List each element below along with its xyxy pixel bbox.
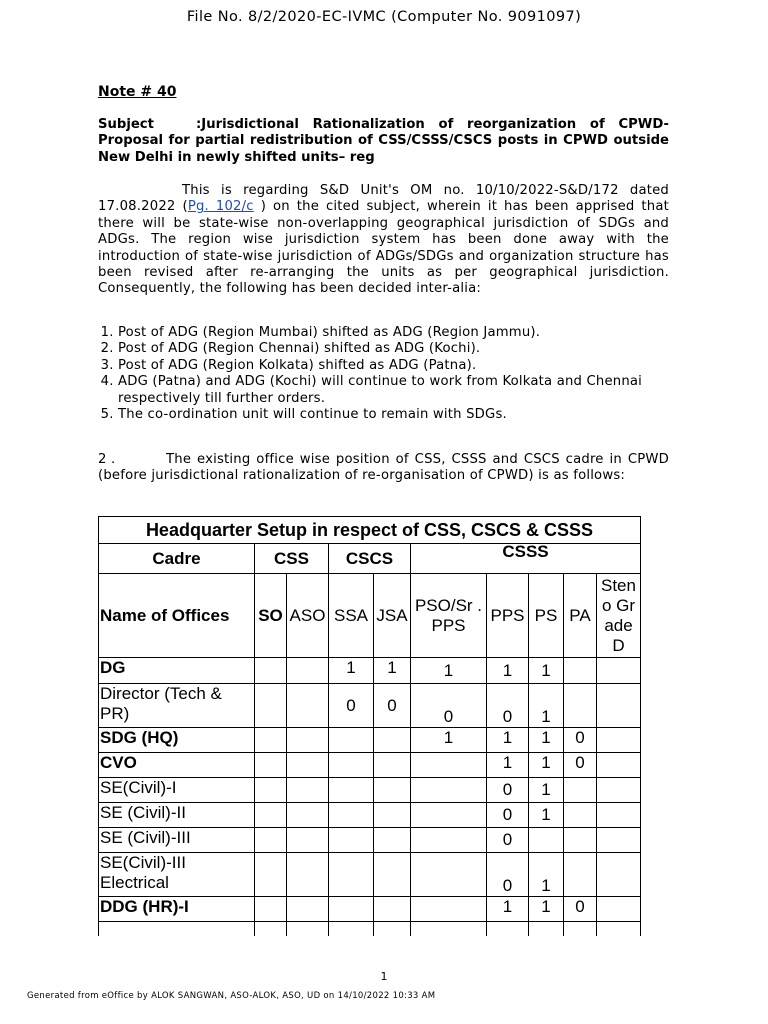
- pa-cell: 0: [564, 897, 597, 922]
- subject-label: Subject: [98, 117, 154, 132]
- group-csss: CSSS: [411, 544, 641, 574]
- para1-text-after-link: ) on the cited subject, wherein it has been apprised that there will be state-wise non-overlapping geographical jurisdiction of SDGs and ADGs. The region wise jurisdiction system has been done away with the introduction of state-wise jurisdiction of ADGs/SDGs and organization structure has been revised after re-arranging the units as per geographical jurisdiction. Consequently, the following has been decided inter-alia:: [98, 199, 670, 297]
- eoffice-footer: Generated from eOffice by ALOK SANGWAN, ASO-ALOK, ASO, UD on 14/10/2022 10:33 AM: [27, 991, 436, 1001]
- pa-cell: 0: [564, 753, 597, 778]
- group-css: CSS: [255, 544, 329, 574]
- jsa-cell: [374, 853, 411, 897]
- so-cell: [255, 828, 287, 853]
- table-row: [99, 897, 641, 922]
- pps-cell: 1: [487, 897, 529, 922]
- pa-cell: [564, 658, 597, 684]
- aso-cell: [287, 778, 329, 803]
- ssa-cell: 0: [329, 684, 374, 728]
- steno-cell: [597, 778, 641, 803]
- empty-cell: [487, 922, 529, 936]
- empty-cell: [411, 922, 487, 936]
- steno-cell: [597, 658, 641, 684]
- para1-text-before-link: This is regarding S&D Unit's OM no. 10/10/2022-S&D/172 dated 17.08.2022 (: [98, 183, 669, 215]
- office-name: SE (Civil)-II: [99, 803, 255, 828]
- steno-cell: [597, 828, 641, 853]
- table-row: [99, 853, 641, 897]
- steno-cell: [597, 753, 641, 778]
- ps-cell: 1: [529, 778, 564, 803]
- subject-separator: :: [196, 117, 202, 132]
- aso-cell: [287, 897, 329, 922]
- office-name: SE(Civil)-III Electrical: [99, 853, 255, 897]
- ps-cell: 1: [529, 684, 564, 728]
- pso-cell: [411, 778, 487, 803]
- steno-cell: [597, 684, 641, 728]
- ssa-cell: [329, 803, 374, 828]
- aso-cell: [287, 753, 329, 778]
- empty-cell: [597, 922, 641, 936]
- pso-cell: 1: [411, 728, 487, 753]
- steno-cell: [597, 897, 641, 922]
- list-item: 3. Post of ADG (Region Kolkata) shifted as ADG (Patna).: [118, 358, 689, 374]
- note-title: Note # 40: [98, 84, 177, 100]
- jsa-cell: [374, 828, 411, 853]
- pa-cell: [564, 803, 597, 828]
- empty-cell: [329, 922, 374, 936]
- jsa-cell: 1: [374, 658, 411, 684]
- pa-cell: [564, 778, 597, 803]
- pps-cell: 0: [487, 684, 529, 728]
- pso-cell: [411, 753, 487, 778]
- empty-cell: [374, 922, 411, 936]
- ssa-cell: [329, 828, 374, 853]
- pps-cell: 0: [487, 828, 529, 853]
- pps-cell: 0: [487, 853, 529, 897]
- ssa-cell: [329, 728, 374, 753]
- paragraph-2: [98, 452, 669, 485]
- col-pa: PA: [564, 574, 597, 658]
- group-cscs: CSCS: [329, 544, 411, 574]
- ssa-cell: [329, 853, 374, 897]
- table-row: [99, 922, 641, 936]
- steno-cell: [597, 853, 641, 897]
- col-jsa: JSA: [374, 574, 411, 658]
- ssa-cell: [329, 897, 374, 922]
- empty-cell: [287, 922, 329, 936]
- office-name: Director (Tech & PR): [99, 684, 255, 728]
- headquarter-setup-table: [98, 516, 641, 936]
- so-cell: [255, 778, 287, 803]
- jsa-cell: [374, 753, 411, 778]
- table-row: [99, 778, 641, 803]
- file-number-header: File No. 8/2/2020-EC-IVMC (Computer No. 9091097): [186, 9, 582, 25]
- list-item: 2. Post of ADG (Region Chennai) shifted as ADG (Kochi).: [118, 341, 689, 357]
- paragraph-1: [98, 183, 669, 298]
- ps-cell: 1: [529, 853, 564, 897]
- para2-number: 2 .: [98, 452, 116, 467]
- pa-cell: [564, 828, 597, 853]
- pps-cell: 1: [487, 728, 529, 753]
- pso-cell: [411, 897, 487, 922]
- ps-cell: 1: [529, 728, 564, 753]
- col-aso: ASO: [287, 574, 329, 658]
- office-name: CVO: [99, 753, 255, 778]
- pso-cell: [411, 828, 487, 853]
- aso-cell: [287, 684, 329, 728]
- ps-cell: 1: [529, 753, 564, 778]
- aso-cell: [287, 853, 329, 897]
- ps-cell: 1: [529, 803, 564, 828]
- empty-cell: [564, 922, 597, 936]
- pso-cell: [411, 853, 487, 897]
- para2-text: The existing office wise position of CSS, CSSS and CSCS cadre in CPWD (before jurisdictional rationalization of re-organisation of CPWD) is as follows:: [98, 452, 669, 484]
- pps-cell: 0: [487, 803, 529, 828]
- pa-cell: [564, 684, 597, 728]
- list-item: 1. Post of ADG (Region Mumbai) shifted as ADG (Region Jammu).: [118, 325, 689, 341]
- aso-cell: [287, 828, 329, 853]
- subject-block: [98, 117, 669, 166]
- ps-cell: 1: [529, 658, 564, 684]
- pa-cell: [564, 853, 597, 897]
- so-cell: [255, 803, 287, 828]
- pps-cell: 1: [487, 658, 529, 684]
- so-cell: [255, 753, 287, 778]
- table-row: [99, 753, 641, 778]
- so-cell: [255, 853, 287, 897]
- table-title: Headquarter Setup in respect of CSS, CSCS & CSSS: [99, 517, 641, 544]
- col-so: SO: [255, 574, 287, 658]
- cadre-label: Cadre: [99, 544, 255, 574]
- col-pso-sr-pps: PSO/Sr . PPS: [411, 574, 487, 658]
- list-item: 5. The co-ordination unit will continue to remain with SDGs.: [118, 407, 689, 423]
- aso-cell: [287, 658, 329, 684]
- table-row: [99, 803, 641, 828]
- col-ssa: SSA: [329, 574, 374, 658]
- steno-cell: [597, 803, 641, 828]
- so-cell: [255, 658, 287, 684]
- empty-cell: [255, 922, 287, 936]
- aso-cell: [287, 803, 329, 828]
- col-pps: PPS: [487, 574, 529, 658]
- page-number: 1: [380, 970, 388, 983]
- office-name: DG: [99, 658, 255, 684]
- col-steno-grade-d: Steno Grade D: [597, 574, 641, 658]
- jsa-cell: [374, 728, 411, 753]
- pps-cell: 1: [487, 753, 529, 778]
- so-cell: [255, 728, 287, 753]
- so-cell: [255, 684, 287, 728]
- aso-cell: [287, 728, 329, 753]
- so-cell: [255, 897, 287, 922]
- list-item: 4. ADG (Patna) and ADG (Kochi) will continue to work from Kolkata and Chennai respectively till further orders.: [118, 374, 689, 407]
- jsa-cell: 0: [374, 684, 411, 728]
- pps-cell: 0: [487, 778, 529, 803]
- col-name-of-offices: Name of Offices: [99, 574, 255, 658]
- jsa-cell: [374, 778, 411, 803]
- table-row: [99, 728, 641, 753]
- office-name: SE(Civil)-I: [99, 778, 255, 803]
- jsa-cell: [374, 803, 411, 828]
- page-reference-link[interactable]: Pg. 102/c: [187, 199, 254, 215]
- empty-cell: [99, 922, 255, 936]
- ssa-cell: [329, 778, 374, 803]
- subject-text: Jurisdictional Rationalization of reorganization of CPWD-Proposal for partial redistribution of CSS/CSSS/CSCS posts in CPWD outside New Delhi in newly shifted units– reg: [98, 117, 669, 165]
- pso-cell: 1: [411, 658, 487, 684]
- office-name: SE (Civil)-III: [99, 828, 255, 853]
- empty-cell: [529, 922, 564, 936]
- ps-cell: 1: [529, 897, 564, 922]
- office-name: DDG (HR)-I: [99, 897, 255, 922]
- table-row: [99, 658, 641, 684]
- pa-cell: 0: [564, 728, 597, 753]
- pso-cell: 0: [411, 684, 487, 728]
- ps-cell: [529, 828, 564, 853]
- office-name: SDG (HQ): [99, 728, 255, 753]
- decision-points-list: [98, 325, 689, 423]
- table-row: [99, 828, 641, 853]
- ssa-cell: 1: [329, 658, 374, 684]
- table-row: [99, 684, 641, 728]
- steno-cell: [597, 728, 641, 753]
- col-ps: PS: [529, 574, 564, 658]
- ssa-cell: [329, 753, 374, 778]
- pso-cell: [411, 803, 487, 828]
- jsa-cell: [374, 897, 411, 922]
